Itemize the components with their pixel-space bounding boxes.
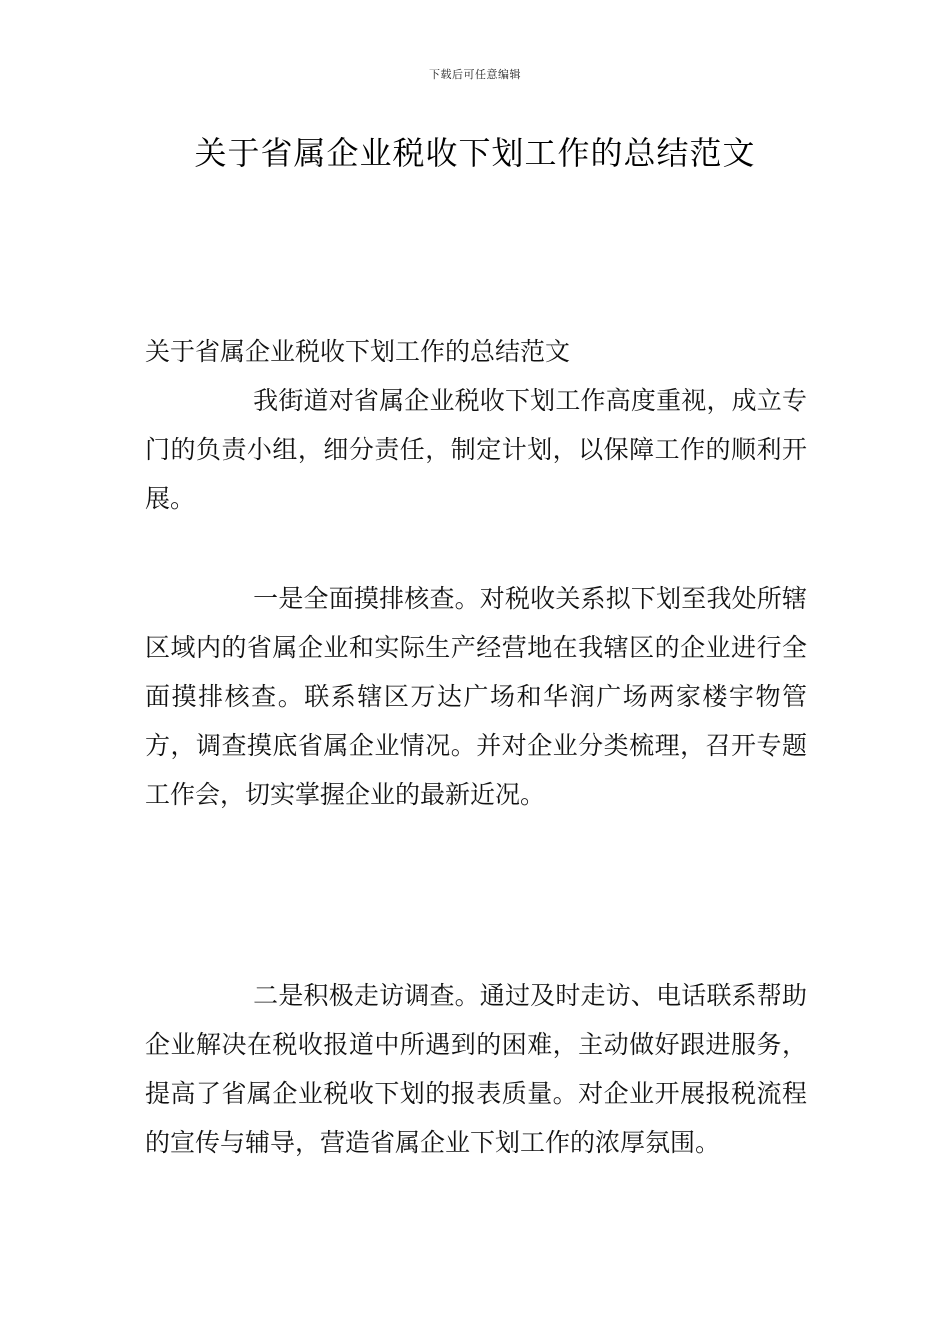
header-note: 下载后可任意编辑 [429, 68, 521, 81]
document-title: 关于省属企业税收下划工作的总结范文 [194, 134, 756, 172]
document-subtitle: 关于省属企业税收下划工作的总结范文 [145, 337, 571, 366]
paragraph-3 [145, 971, 807, 1167]
paragraph-2-text: 一是全面摸排核查。对税收关系拟下划至我处所辖区域内的省属企业和实际生产经营地在我辖区的企业进行全面摸排核查。联系辖区万达广场和华润广场两家楼宇物管方，调查摸底省属企业情况。并对企业分类梳理，召开专题工作会，切实掌握企业的最新近况。 [145, 584, 807, 809]
paragraph-1-text: 我街道对省属企业税收下划工作高度重视，成立专门的负责小组，细分责任，制定计划，以保障工作的顺利开展。 [145, 386, 807, 513]
paragraph-3-text: 二是积极走访调查。通过及时走访、电话联系帮助企业解决在税收报道中所遇到的困难，主动做好跟进服务，提高了省属企业税收下划的报表质量。对企业开展报税流程的宣传与辅导，营造省属企业下划工作的浓厚氛围。 [145, 981, 807, 1157]
paragraph-2 [145, 574, 807, 819]
paragraph-1 [145, 376, 807, 523]
